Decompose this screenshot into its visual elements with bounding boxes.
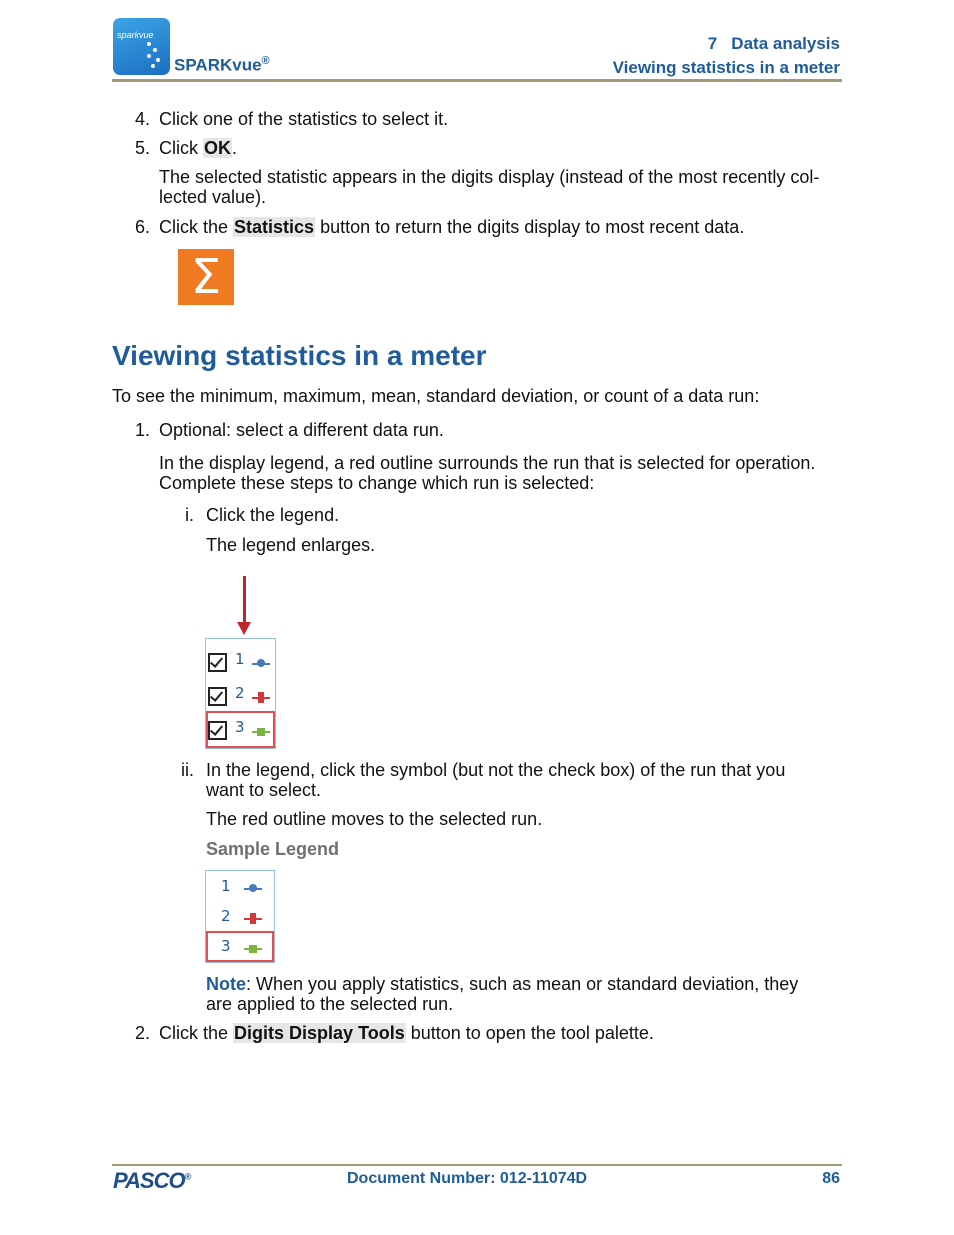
note-line: are applied to the selected run.	[206, 994, 454, 1014]
step-5-note-line: The selected statistic appears in the digits display (instead of the most recently col-	[159, 167, 820, 187]
run-number: 1	[221, 877, 231, 895]
legend-row[interactable]	[206, 677, 275, 711]
digits-display-tools-label: Digits Display Tools	[234, 1023, 405, 1043]
step-number: 5.	[134, 138, 150, 158]
page-number: 86	[822, 1170, 840, 1187]
substep-ii-result: The red outline moves to the selected run.	[206, 809, 543, 829]
step-2-text: Click the Digits Display Tools button to open the tool palette.	[159, 1023, 654, 1043]
run-number: 2	[221, 907, 231, 925]
section-title: Viewing statistics in a meter	[612, 58, 840, 77]
pasco-logo: PASCO®	[113, 1168, 191, 1193]
substep-number: ii.	[181, 760, 194, 780]
statistics-button-label: Statistics	[234, 217, 315, 237]
step-number: 4.	[134, 109, 150, 129]
checkbox-checked-icon[interactable]	[208, 687, 227, 706]
run-number: 1	[235, 650, 245, 668]
header-rule	[112, 79, 842, 82]
step-1-text: Optional: select a different data run.	[159, 420, 444, 440]
circle-marker-icon	[249, 884, 257, 892]
running-header	[613, 32, 840, 80]
selection-outline	[206, 931, 274, 962]
figure-caption: Sample Legend	[206, 839, 340, 859]
legend-row[interactable]	[206, 901, 274, 931]
step-1-detail-line: Complete these steps to change which run is selected:	[159, 473, 595, 493]
arrow-head-icon	[237, 622, 251, 635]
enlarged-legend[interactable]	[205, 638, 276, 749]
legend-row[interactable]	[206, 871, 274, 901]
selection-outline	[206, 711, 275, 748]
step-1-detail-line: In the display legend, a red outline surrounds the run that is selected for operation.	[159, 453, 816, 473]
run-number: 3	[221, 937, 231, 955]
step-5-note-line: lected value).	[159, 187, 267, 207]
arrow-down-icon	[243, 576, 246, 624]
substep-number: i.	[185, 505, 194, 525]
substep-i-result: The legend enlarges.	[206, 535, 376, 555]
intro-text: To see the minimum, maximum, mean, standard deviation, or count of a data run:	[112, 386, 760, 406]
sparkvue-logo	[113, 18, 170, 75]
document-number: Document Number: 012-11074D	[347, 1170, 588, 1187]
footer-rule	[112, 1164, 842, 1166]
step-5-text: Click OK.	[159, 138, 238, 158]
substep-ii-text-line: In the legend, click the symbol (but not the check box) of the run that you	[206, 760, 786, 780]
sample-legend[interactable]	[205, 870, 275, 963]
brand-name: SPARKvue®	[174, 55, 270, 75]
step-number: 6.	[134, 217, 150, 237]
legend-row[interactable]	[206, 643, 275, 677]
substep-i-text: Click the legend.	[206, 505, 340, 525]
checkbox-checked-icon[interactable]	[208, 653, 227, 672]
substep-ii-text-line: want to select.	[206, 780, 322, 800]
run-number: 3	[235, 718, 245, 736]
sigma-icon: Σ	[178, 249, 234, 305]
chapter-title: 7 Data analysis	[707, 34, 840, 53]
circle-marker-icon	[257, 659, 265, 667]
step-number: 2.	[134, 1023, 150, 1043]
step-6-text: Click the Statistics button to return the digits display to most recent data.	[159, 217, 745, 237]
run-number: 2	[235, 684, 245, 702]
step-number: 1.	[134, 420, 150, 440]
section-heading: Viewing statistics in a meter	[112, 340, 487, 371]
step-4-text: Click one of the statistics to select it.	[159, 109, 449, 129]
cross-marker-icon	[250, 913, 256, 924]
logo-text: sparkvue	[117, 30, 154, 40]
ok-button-label: OK	[204, 138, 231, 158]
cross-marker-icon	[258, 692, 264, 703]
note-label: Note	[206, 974, 246, 994]
note-line: Note: When you apply statistics, such as mean or standard deviation, they	[206, 974, 799, 994]
